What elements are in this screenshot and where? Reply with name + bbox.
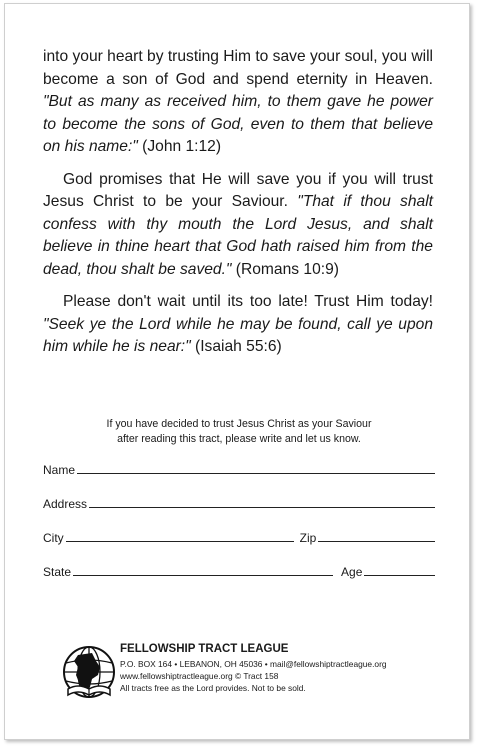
free-tracts-note: All tracts free as the Lord provides. Not to be sold. xyxy=(120,683,306,693)
invitation-note xyxy=(43,417,435,447)
tract-body xyxy=(43,46,433,369)
p2-reference: (Romans 10:9) xyxy=(231,260,339,278)
age-field[interactable] xyxy=(364,574,435,576)
p1-reference: (John 1:12) xyxy=(137,138,222,155)
invitation-line-2: after reading this tract, please write and let us know. xyxy=(117,433,361,445)
paragraph-3 xyxy=(43,291,433,359)
publisher-footer xyxy=(62,642,442,704)
city-zip-row xyxy=(43,527,435,545)
state-field[interactable] xyxy=(73,574,333,576)
address-field[interactable] xyxy=(89,506,435,508)
p3-text: Please don't wait until its too late! Trust Him today! xyxy=(63,293,433,310)
address-row xyxy=(43,493,435,511)
name-label: Name xyxy=(43,463,76,477)
tract-page xyxy=(4,3,470,740)
name-field[interactable] xyxy=(77,472,435,474)
city-label: City xyxy=(43,531,64,545)
age-label: Age xyxy=(341,565,363,579)
p1-quote: "But as many as received him, to them gave he power to become the sons of God, even to them that believe on his name:" xyxy=(43,93,433,155)
state-label: State xyxy=(43,565,72,579)
mailing-address: P.O. BOX 164 • LEBANON, OH 45036 • mail@fellowshiptractleague.org xyxy=(120,659,387,669)
p1-text: into your heart by trusting Him to save your soul, you will become a son of God and spend eternity in Heaven. xyxy=(43,48,434,88)
zip-field[interactable] xyxy=(318,540,435,542)
p2-quote: "That if thou shalt confess with thy mouth the Lord Jesus, and shalt believe in thine heart that God hath raised him from the dead, thou shalt be saved." xyxy=(43,193,433,278)
city-field[interactable] xyxy=(66,540,294,542)
globe-with-open-book-icon xyxy=(62,645,116,699)
p2-text: God promises that He will save you if you will trust Jesus Christ to be your Saviour. xyxy=(43,170,433,210)
invitation-line-1: If you have decided to trust Jesus Christ as your Saviour xyxy=(106,418,372,430)
publisher-info xyxy=(120,642,442,694)
zip-label: Zip xyxy=(299,531,317,545)
p3-reference: (Isaiah 55:6) xyxy=(190,338,282,355)
paragraph-2 xyxy=(43,169,433,282)
address-label: Address xyxy=(43,497,88,511)
website-line: www.fellowshiptractleague.org © Tract 158 xyxy=(120,671,279,681)
paragraph-1 xyxy=(43,46,433,159)
organization-name: FELLOWSHIP TRACT LEAGUE xyxy=(120,643,289,655)
p3-quote: "Seek ye the Lord while he may be found, call ye upon him while he is near:" xyxy=(43,315,433,355)
state-age-row xyxy=(43,561,435,579)
name-row xyxy=(43,459,435,477)
